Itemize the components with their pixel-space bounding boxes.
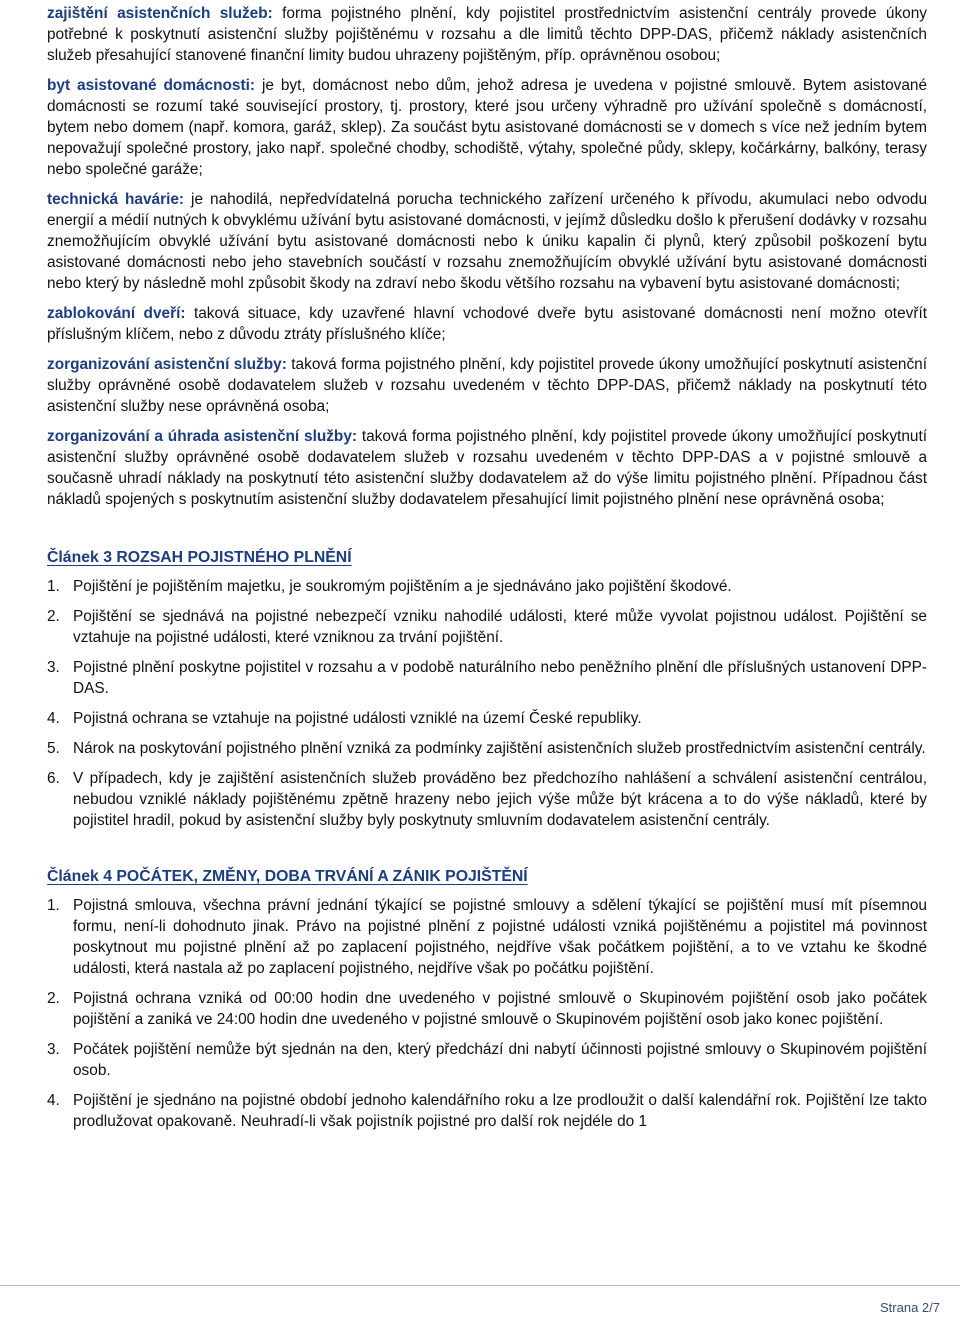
definition-paragraph xyxy=(47,75,927,180)
definition-term: zablokování dveří: xyxy=(47,305,186,322)
definition-term: zorganizování a úhrada asistenční služby: xyxy=(47,428,358,445)
definition-text: taková forma pojistného plnění, kdy pojistitel provede úkony umožňující poskytnutí asistenční služby oprávněné osobě dodavatelem služeb v rozsahu uvedeném v těchto DPP-DAS, přičemž náklady na poskytnutí této asistenční služby nese oprávněná osoba; xyxy=(47,356,927,415)
item-text: Nárok na poskytování pojistného plnění vzniká za podmínky zajištění asistenčních služeb prostřednictvím asistenční centrály. xyxy=(73,740,926,757)
definition-text: taková forma pojistného plnění, kdy pojistitel provede úkony umožňující poskytnutí asistenční služby oprávněné osobě dodavatelem služeb v rozsahu uvedeném v těchto DPP-DAS a v pojistné smlouvě a současně uhradí náklady na poskytnutí této asistenční služby dodavatelem až do výše limitu pojistného plnění. Případnou část nákladů spojených s poskytnutím asistenční služby dodavatelem přesahující limit pojistného plnění nese oprávněná osoba; xyxy=(47,428,928,508)
definition-term: technická havárie: xyxy=(47,191,185,208)
document-body xyxy=(47,3,927,1141)
item-number: 3. xyxy=(47,1041,60,1058)
item-text: Počátek pojištění nemůže být sjednán na den, který předchází dni nabytí účinnosti pojistné smlouvy o Skupinovém pojištění osob. xyxy=(73,1041,927,1079)
article-4-heading: Článek 4 POČÁTEK, ZMĚNY, DOBA TRVÁNÍ A ZÁNIK POJIŠTĚNÍ xyxy=(47,868,528,885)
item-number: 1. xyxy=(47,897,60,914)
item-text: Pojistná ochrana vzniká od 00:00 hodin dne uvedeného v pojistné smlouvě o Skupinovém pojištění osob jako počátek pojištění a zaniká ve 24:00 hodin dne uvedeného v pojistné smlouvě o Skupinovém pojištění osob jako konec pojištění. xyxy=(73,990,927,1028)
item-text: Pojištění je sjednáno na pojistné období jednoho kalendářního roku a lze prodloužit o další kalendářní rok. Pojištění lze takto prodlužovat opakovaně. Neuhradí-li však pojistník pojistné pro další rok nejdéle do 1 xyxy=(73,1092,927,1130)
definition-term: zajištění asistenčních služeb: xyxy=(47,5,273,22)
item-number: 6. xyxy=(47,770,60,787)
definition-text: taková situace, kdy uzavřené hlavní vchodové dveře bytu asistované domácnosti není možno otevřít příslušným klíčem, nebo z důvodu ztráty příslušného klíče; xyxy=(47,305,928,343)
list-item xyxy=(47,768,927,831)
item-text: Pojistná ochrana se vztahuje na pojistné události vzniklé na území České republiky. xyxy=(73,710,642,727)
definition-text: je byt, domácnost nebo dům, jehož adresa je uvedena v pojistné smlouvě. Bytem asistované domácnosti se rozumí také související prostory, tj. prostory, které jsou určeny výhradně pro užívání společně s domácností, bytem nebo domem (např. komora, garáž, sklep). Za součást bytu asistované domácnosti se v domech s více než jedním bytem nepovažují společné prostory, jako např. společné chodby, schodiště, výtahy, společné půdy, sklepy, kočárkárny, balkóny, terasy nebo společné garáže; xyxy=(47,77,927,178)
item-text: Pojištění je pojištěním majetku, je soukromým pojištěním a je sjednáváno jako pojištění škodové. xyxy=(73,578,732,595)
item-number: 4. xyxy=(47,710,60,727)
item-text: V případech, kdy je zajištění asistenčních služeb prováděno bez předchozího nahlášení a schválení asistenční centrálou, nebudou vzniklé náklady pojištěnému zpětně hrazeny nebo jejich výše může být krácena a to do výše nákladů, které by pojistitel hradil, pokud by asistenční služby byly poskytnuty smluvním dodavatelem asistenční centrály. xyxy=(73,770,927,829)
article-4-list xyxy=(47,895,927,1132)
item-number: 4. xyxy=(47,1092,60,1109)
list-item xyxy=(47,1090,927,1132)
list-item xyxy=(47,708,927,729)
list-item xyxy=(47,988,927,1030)
definition-paragraph xyxy=(47,3,927,66)
list-item xyxy=(47,576,927,597)
list-item xyxy=(47,1039,927,1081)
item-text: Pojištění se sjednává na pojistné nebezpečí vzniku nahodilé události, které může vyvolat pojistnou událost. Pojištění se vztahuje na pojistné události, které vzniknou za trvání pojištění. xyxy=(73,608,927,646)
list-item xyxy=(47,606,927,648)
definition-text: forma pojistného plnění, kdy pojistitel prostřednictvím asistenční centrály provede úkony potřebné k poskytnutí asistenční služby pojištěnému v rozsahu a dle limitů těchto DPP-DAS, přičemž náklady asistenčních služeb přesahující stanovené finanční limity budou uhrazeny pojištěným, příp. oprávněnou osobou; xyxy=(47,5,927,64)
definition-term: zorganizování asistenční služby: xyxy=(47,356,287,373)
definition-term: byt asistované domácnosti: xyxy=(47,77,256,94)
definition-text: je nahodilá, nepředvídatelná porucha technického zařízení určeného k přívodu, akumulaci nebo odvodu energií a médií nutných k obvyklému užívání bytu asistované domácnosti, v jejímž důsledku došlo k přerušení dodávky v rozsahu znemožňujícím obvyklé užívání bytu asistované domácnosti nebo k úniku kapalin či plynů, který způsobil poškození bytu asistované domácnosti nebo jeho stavebních součástí v rozsahu znemožňujícím obvyklé užívání bytu asistované domácnosti nebo který by následně mohl způsobit škody na zdraví nebo škodu většího rozsahu na vybavení bytu asistované domácnosti; xyxy=(47,191,928,292)
page-number: Strana 2/7 xyxy=(880,1300,940,1315)
article-3-list xyxy=(47,576,927,831)
item-number: 2. xyxy=(47,990,60,1007)
item-number: 5. xyxy=(47,740,60,757)
footer-divider xyxy=(0,1285,960,1286)
list-item xyxy=(47,738,927,759)
item-text: Pojistná smlouva, všechna právní jednání týkající se pojistné smlouvy a sdělení týkající se pojištění musí mít písemnou formu, není-li dohodnuto jinak. Právo na pojistné plnění z pojistné události vzniká pojištěnému a pojistitel má povinnost poskytnout mu pojistné plnění až po zaplacení pojistného, nejdříve však počátkem pojištění, a to ve vztahu ke škodné události, která nastala až po zaplacení pojistného, nejdříve však po počátku pojištění. xyxy=(73,897,927,977)
item-text: Pojistné plnění poskytne pojistitel v rozsahu a v podobě naturálního nebo peněžního plnění dle příslušných ustanovení DPP-DAS. xyxy=(73,659,927,697)
item-number: 2. xyxy=(47,608,60,625)
definition-paragraph xyxy=(47,354,927,417)
list-item xyxy=(47,895,927,979)
item-number: 3. xyxy=(47,659,60,676)
article-3-heading: Článek 3 ROZSAH POJISTNÉHO PLNĚNÍ xyxy=(47,549,352,566)
list-item xyxy=(47,657,927,699)
definition-paragraph xyxy=(47,303,927,345)
item-number: 1. xyxy=(47,578,60,595)
definition-paragraph xyxy=(47,426,927,510)
definition-paragraph xyxy=(47,189,927,294)
